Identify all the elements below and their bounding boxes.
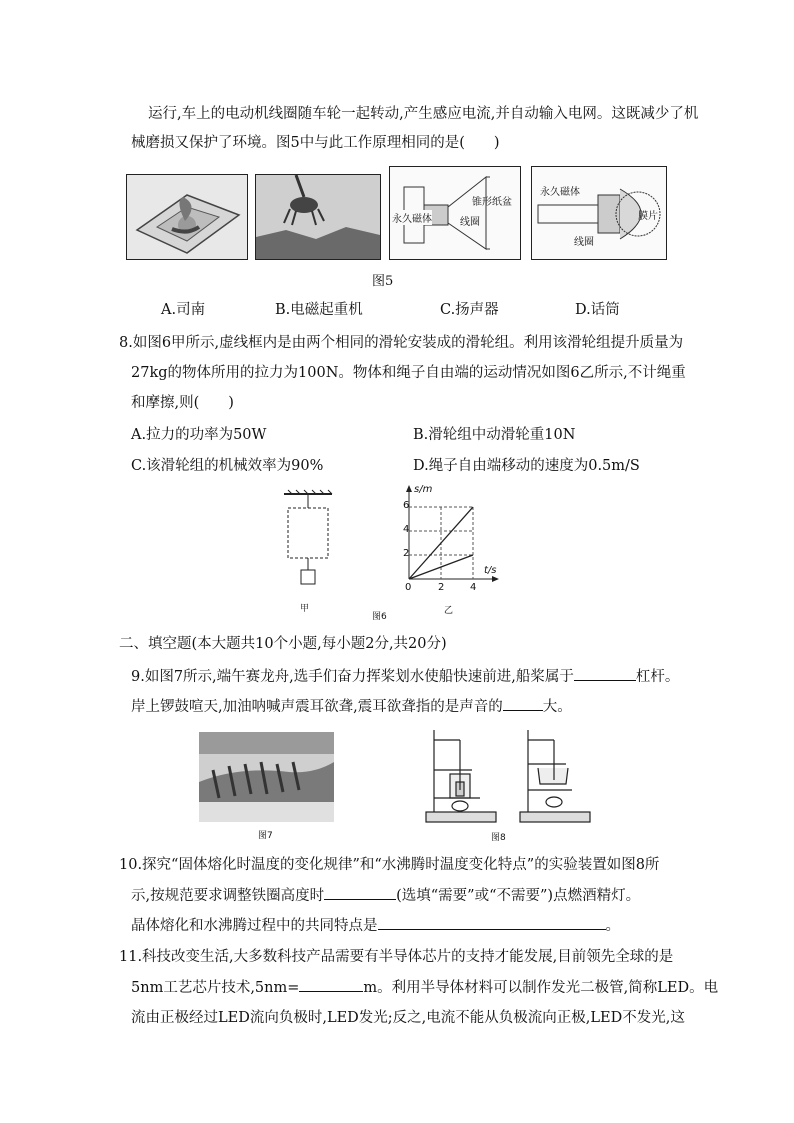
fig6-label-jia: 甲	[300, 604, 310, 614]
q11-line-2: 5nm工艺芯片技术,5nm= m。利用半导体材料可以制作发光二极管,简称LED。电	[131, 977, 718, 998]
q9-blank-1[interactable]	[574, 666, 636, 681]
section-2-heading: 二、填空题(本大题共10个小题,每小题2分,共20分)	[119, 636, 447, 652]
q11-blank-1[interactable]	[299, 977, 363, 992]
fig5-crane-image	[255, 174, 381, 260]
fig6-ytick-6: 6	[403, 500, 410, 511]
fig8-apparatus-diagram	[420, 724, 600, 828]
q10-line-1: 10.探究“固体熔化时温度的变化规律”和“水沸腾时温度变化特点”的实验装置如图8所	[119, 857, 660, 873]
q7-line-1: 运行,车上的电动机线圈随车轮一起转动,产生感应电流,并自动输入电网。这既减少了机	[148, 106, 699, 122]
fig7-dragon-boat-image	[199, 732, 334, 822]
q8-option-b: B.滑轮组中动滑轮重10N	[413, 427, 576, 443]
q10-blank-1[interactable]	[324, 885, 396, 900]
fig5-label-magnet: 永久磁体	[392, 210, 432, 225]
q8-option-a: A.拉力的功率为50W	[131, 427, 267, 443]
q8-option-c: C.该滑轮组的机械效率为90%	[131, 458, 324, 474]
fig6-ytick-4: 4	[403, 524, 410, 535]
q9-line-1: 9.如图7所示,端午赛龙舟,选手们奋力挥桨划水使船快速前进,船桨属于 杠杆。	[131, 666, 679, 687]
fig5-label-coil-2: 线圈	[574, 237, 594, 248]
fig5-label-cone: 锥形纸盆	[472, 197, 512, 208]
fig6-xtick-2: 2	[438, 582, 445, 593]
fig6-ytick-2: 2	[403, 548, 410, 559]
fig6-pulley-diagram	[278, 488, 338, 598]
q10-blank-2[interactable]	[378, 915, 606, 930]
fig6-ylabel: s/m	[414, 484, 433, 495]
fig8-caption: 图8	[491, 833, 506, 843]
fig5-speaker-diagram	[389, 166, 521, 260]
q7-option-c: C.扬声器	[440, 302, 499, 318]
fig6-caption: 图6	[372, 612, 387, 622]
fig6-label-yi: 乙	[444, 606, 454, 616]
q10-line-3: 晶体熔化和水沸腾过程中的共同特点是 。	[131, 915, 620, 936]
q7-option-d: D.话筒	[575, 302, 620, 318]
q8-line-2: 27kg的物体所用的拉力为100N。物体和绳子自由端的运动情况如图6乙所示,不计绳重	[131, 365, 686, 381]
fig6-xlabel: t/s	[484, 565, 497, 576]
q8-line-3: 和摩擦,则( )	[131, 395, 234, 411]
fig5-compass-image	[126, 174, 248, 260]
q7-option-a: A.司南	[161, 302, 206, 318]
q11-line-1: 11.科技改变生活,大多数科技产品需要有半导体芯片的支持才能发展,目前领先全球的是	[119, 949, 674, 965]
fig6-origin: 0	[405, 582, 412, 593]
fig6-st-graph	[395, 483, 505, 593]
q8-line-1: 8.如图6甲所示,虚线框内是由两个相同的滑轮安装成的滑轮组。利用该滑轮组提升质量为	[119, 335, 684, 351]
q7-option-b: B.电磁起重机	[275, 302, 363, 318]
q10-line-2: 示,按规范要求调整铁圈高度时 (选填“需要”或“不需要”)点燃酒精灯。	[131, 885, 640, 906]
q9-line-2: 岸上锣鼓喧天,加油呐喊声震耳欲聋,震耳欲聋指的是声音的 大。	[131, 696, 572, 717]
fig7-caption: 图7	[258, 831, 273, 841]
fig5-label-diaphragm: 膜片	[638, 211, 658, 222]
fig5-label-magnet-2: 永久磁体	[540, 187, 580, 198]
q8-option-d: D.绳子自由端移动的速度为0.5m/S	[413, 458, 640, 474]
fig5-label-coil: 线圈	[460, 217, 480, 228]
q11-line-3: 流由正极经过LED流向负极时,LED发光;反之,电流不能从负极流向正极,LED不发光,这	[131, 1010, 685, 1026]
fig6-xtick-4: 4	[470, 582, 477, 593]
fig5-microphone-diagram	[531, 166, 667, 260]
q9-blank-2[interactable]	[503, 696, 543, 711]
fig5-caption: 图5	[372, 274, 394, 289]
q7-line-2: 械磨损又保护了环境。图5中与此工作原理相同的是( )	[131, 135, 500, 151]
